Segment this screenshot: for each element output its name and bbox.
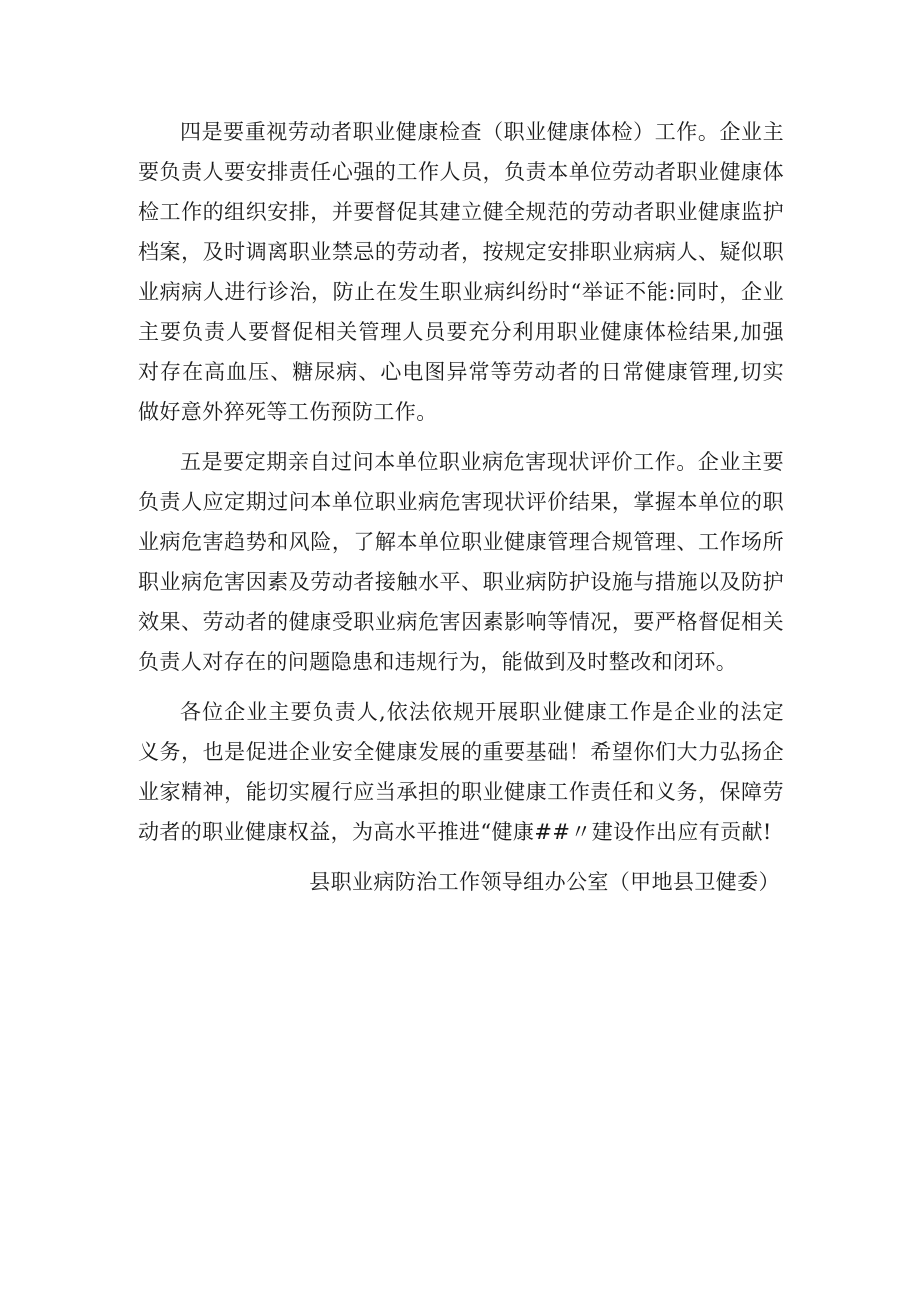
paragraph-closing-appeal: 各位企业主要负责人,依法依规开展职业健康工作是企业的法定义务，也是促进企业安全健康发展的重要基础！希望你们大力弘扬企业家精神，能切实履行应当承担的职业健康工作责任和义务，保障劳动者的职业健康权益，为高水平推进“健康##〃建设作出应有贡献! [138, 700, 784, 844]
paragraph-hazard-evaluation: 五是要定期亲自过问本单位职业病危害现状评价工作。企业主要负责人应定期过问本单位职业病危害现状评价结果，掌握本单位的职业病危害趋势和风险，了解本单位职业健康管理合规管理、工作场所职业病危害因素及劳动者接触水平、职业病防护设施与措施以及防护效果、劳动者的健康受职业病危害因素影响等情况，要严格督促相关负责人对存在的问题隐患和违规行为，能做到及时整改和闭环。 [138, 450, 784, 674]
paragraph-health-checkup: 四是要重视劳动者职业健康检查（职业健康体检）工作。企业主要负责人要安排责任心强的工作人员，负责本单位劳动者职业健康体检工作的组织安排，并要督促其建立健全规范的劳动者职业健康监护档案，及时调离职业禁忌的劳动者，按规定安排职业病病人、疑似职业病病人进行诊治，防止在发生职业病纠纷时“举证不能:同时，企业主要负责人要督促相关管理人员要充分利用职业健康体检结果,加强对存在高血压、糖尿病、心电图异常等劳动者的日常健康管理,切实做好意外猝死等工伤预防工作。 [138, 120, 784, 424]
document-page [138, 112, 784, 902]
signature-office: 县职业病防治工作领导组办公室（甲地县卫健委） [309, 870, 780, 894]
